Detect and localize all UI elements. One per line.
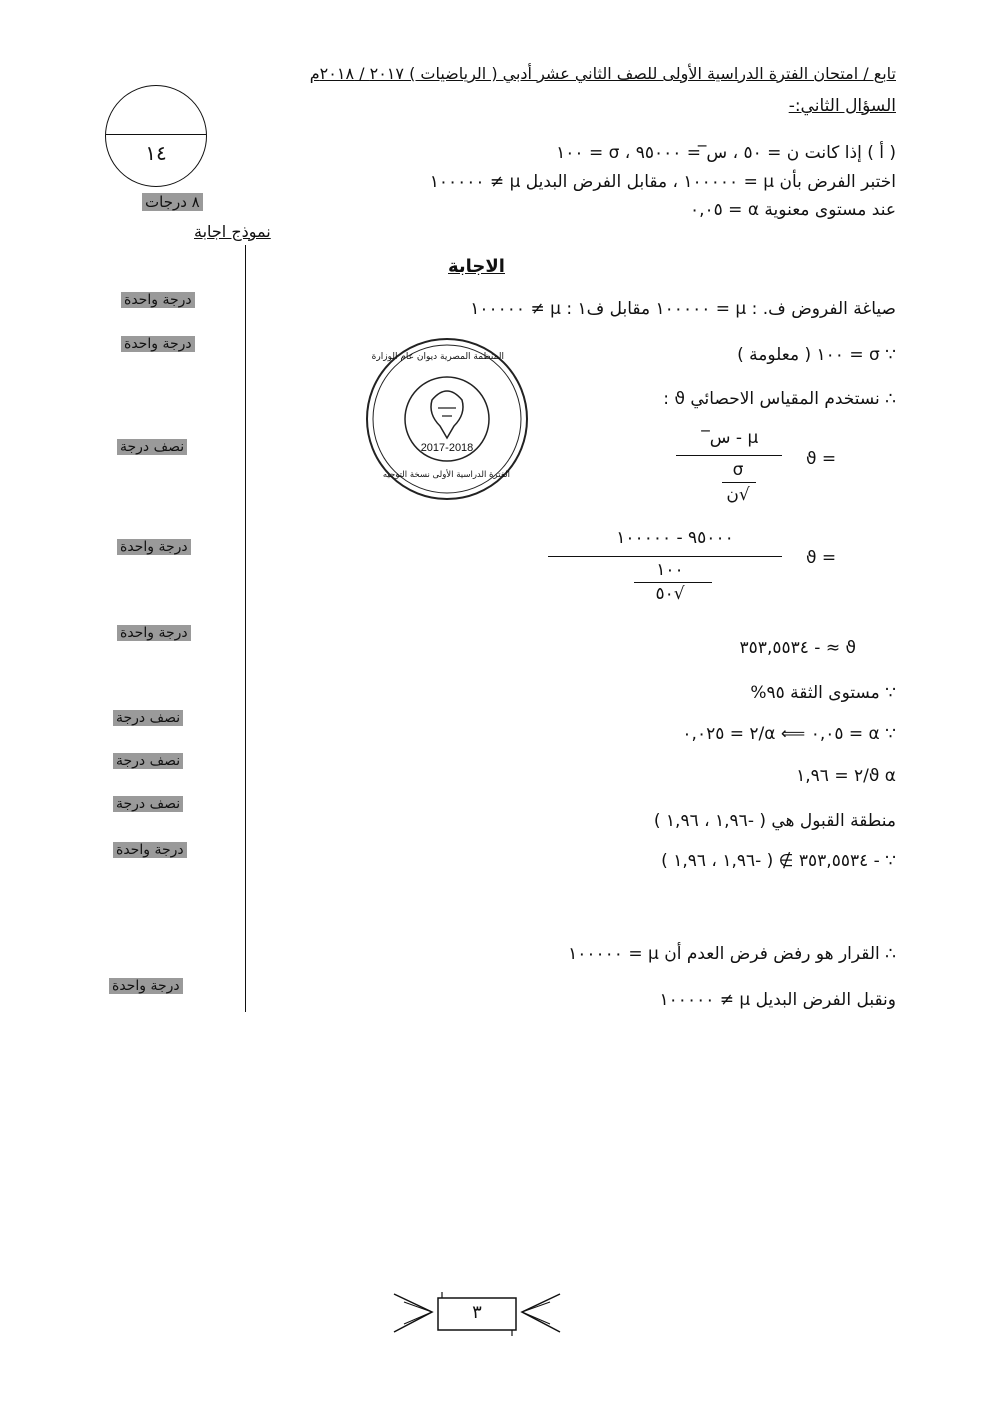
- stamp-bottom-text: الفترة الدراسية الأولى نسخة التوجيه: [382, 470, 510, 480]
- statistic-result: ϑ ≈ - ٣٥٣,٥٥٣٤: [739, 638, 856, 658]
- not-in-region-line: ∵ - ٣٥٣,٥٥٣٤ ∌ ( -١,٩٦ ، ١,٩٦ ): [661, 851, 896, 871]
- question-line-3: عند مستوى معنوية α = ٠,٠٥: [689, 200, 896, 220]
- question-line-2: اختبر الفرض بأن μ = ١٠٠٠٠٠ ، مقابل الفرض البديل μ ≠ ١٠٠٠٠٠: [429, 172, 896, 192]
- grade-badge: نصف درجة: [113, 796, 183, 812]
- grade-badge: نصف درجة: [117, 439, 187, 455]
- grade-badge: نصف درجة: [113, 710, 183, 726]
- grade-badge: درجة واحدة: [113, 842, 187, 858]
- margin-divider: [245, 245, 246, 1012]
- grade-badge: درجة واحدة: [121, 336, 195, 352]
- grade-badge: درجة واحدة: [117, 539, 191, 555]
- substitution-denominator: ١٠٠: [656, 560, 684, 580]
- question-marks-badge: ٨ درجات: [142, 193, 203, 211]
- ministry-stamp: [362, 334, 532, 504]
- model-answer-label: نموذج اجابة: [194, 222, 271, 241]
- critical-value-line: ϑ α/٢ = ١,٩٦: [796, 766, 896, 786]
- substitution-lhs: = ϑ: [806, 548, 837, 568]
- hypotheses-line: صياغة الفروض ف. : μ = ١٠٠٠٠٠ مقابل ف١ : μ ≠ ١٠٠٠٠٠: [470, 299, 896, 319]
- score-value: ١٤: [145, 141, 167, 165]
- exam-header-title: تابع / امتحان الفترة الدراسية الأولى للصف الثاني عشر أدبي ( الرياضيات ) ٢٠١٧ / ٢٠١٨م: [309, 64, 896, 83]
- use-statistic-line: ∴ نستخدم المقياس الاحصائي ϑ :: [663, 389, 896, 409]
- acceptance-region-line: منطقة القبول هي ( -١,٩٦ ، ١,٩٦ ): [653, 811, 896, 831]
- substitution-fraction-line: [548, 556, 782, 557]
- answer-heading: الاجابة: [448, 256, 505, 277]
- stamp-outer-text: المنظمة المصرية ديوان عام الوزارة: [371, 352, 504, 362]
- decision-line-2: ونقبل الفرض البديل μ ≠ ١٠٠٠٠٠: [659, 990, 896, 1010]
- stamp-year: 2017-2018: [420, 442, 474, 454]
- formula-denominator-root: √ن: [726, 485, 750, 505]
- formula-denominator: σ: [732, 460, 744, 480]
- question-label: السؤال الثاني:-: [788, 96, 896, 116]
- grade-badge: درجة واحدة: [121, 292, 195, 308]
- formula-inner-line: [722, 482, 756, 483]
- grade-badge: درجة واحدة: [117, 625, 191, 641]
- decision-line-1: ∴ القرار هو رفض فرض العدم أن μ = ١٠٠٠٠٠: [568, 944, 896, 964]
- page-number: ٣: [472, 1302, 482, 1323]
- confidence-line: ∵ مستوى الثقة ٩٥%: [750, 683, 896, 703]
- formula-lhs: = ϑ: [806, 449, 837, 469]
- score-circle: [105, 85, 207, 187]
- page-number-ornament: [392, 1288, 562, 1338]
- formula-numerator: س̅ - μ: [709, 428, 759, 448]
- substitution-numerator: ٩٥٠٠٠ - ١٠٠٠٠٠: [616, 528, 734, 548]
- grade-badge: درجة واحدة: [109, 978, 183, 994]
- alpha-line: ∵ α = ٠,٠٥ ⟸ α/٢ = ٠,٠٢٥: [682, 724, 896, 744]
- sigma-known-line: ∵ σ = ١٠٠ ( معلومة ): [737, 345, 896, 365]
- formula-fraction-line: [676, 455, 782, 456]
- substitution-denominator-root: √٥٠: [655, 584, 685, 604]
- substitution-inner-line: [634, 582, 712, 583]
- question-line-1: ( أ ) إذا كانت ن = ٥٠ ، س̅ = ٩٥٠٠٠ ، σ = ١٠٠: [556, 143, 896, 163]
- grade-badge: نصف درجة: [113, 753, 183, 769]
